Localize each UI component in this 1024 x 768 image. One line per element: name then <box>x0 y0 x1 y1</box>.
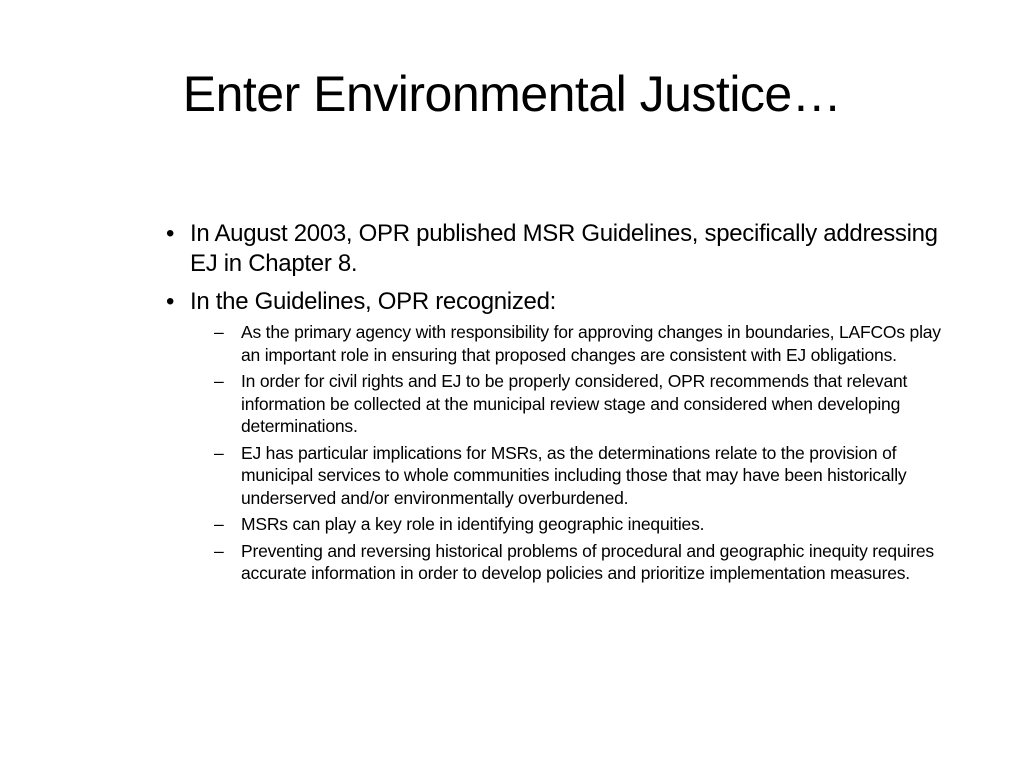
sub-bullet-text: EJ has particular implications for MSRs, as the determinations relate to the provision of municipal services to whole communities including those that may have been historically underserved and/or environmentally overburdened. <box>241 442 907 508</box>
sub-bullet-marker: – <box>214 442 224 463</box>
sub-bullet-text: In order for civil rights and EJ to be properly considered, OPR recommends that relevant information be collected at the municipal review stage and considered when developing determinations. <box>241 371 908 436</box>
bullet-item <box>164 287 964 317</box>
sub-bullet-marker: – <box>214 371 224 391</box>
sub-bullet-marker: – <box>214 540 224 561</box>
bullet-text: In the Guidelines, OPR recognized: <box>190 288 557 315</box>
sub-bullet-list <box>214 321 964 585</box>
sub-bullet-marker: – <box>214 514 224 534</box>
sub-bullet-text: MSRs can play a key role in identifying geographic inequities. <box>241 514 705 534</box>
sub-bullet-item <box>214 513 964 536</box>
slide-title: Enter Environmental Justice… <box>182 66 842 122</box>
sub-bullet-item <box>214 442 964 510</box>
sub-bullet-item <box>214 321 964 366</box>
bullet-text: In August 2003, OPR published MSR Guidelines, specifically addressing EJ in Chapter 8. <box>190 220 938 277</box>
sub-bullet-text: As the primary agency with responsibility for approving changes in boundaries, LAFCOs play an important role in ensuring that proposed changes are consistent with EJ obligations. <box>241 322 941 365</box>
bullet-item <box>164 219 964 279</box>
sub-bullet-item <box>214 540 964 585</box>
bullet-marker: • <box>166 220 175 247</box>
slide-content <box>164 219 964 589</box>
sub-bullet-text: Preventing and reversing historical problems of procedural and geographic inequity requires accurate information in order to develop policies and prioritize implementation measures. <box>241 540 934 583</box>
sub-bullet-marker: – <box>214 322 224 342</box>
sub-bullet-item <box>214 370 964 438</box>
bullet-marker: • <box>166 288 175 315</box>
